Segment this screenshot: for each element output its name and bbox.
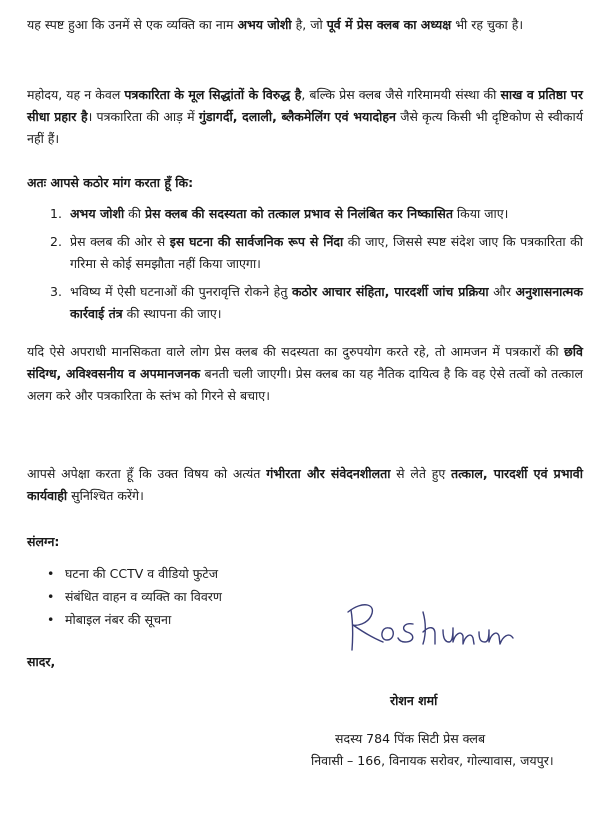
paragraph-objection bbox=[27, 84, 583, 150]
paragraph-identity bbox=[27, 14, 583, 36]
signer-membership: सदस्य 784 पिंक सिटी प्रेस क्लब bbox=[335, 731, 486, 746]
demand-heading: अतः आपसे कठोर मांग करता हूँ कि: bbox=[27, 175, 194, 190]
bullet-icon: • bbox=[47, 566, 55, 581]
bullet-icon: • bbox=[47, 612, 55, 627]
item-number: 3. bbox=[50, 284, 62, 299]
paragraph-text: महोदय, यह न केवल पत्रकारिता के मूल सिद्धांतों के विरुद्ध है, बल्कि प्रेस क्लब जैसे गरिमामयी संस्था की साख व प्रतिष्ठा पर सीधा प्रहार है। पत्रकारिता की आड़ में गुंडागर्दी, दलाली, ब्लैकमेलिंग एवं भयादोहन जैसे कृत्य किसी भी दृष्टिकोण से स्वीकार्य नहीं हैं। bbox=[27, 87, 583, 146]
bullet-icon: • bbox=[47, 589, 55, 604]
attachment-item: • संबंधित वाहन व व्यक्ति का विवरण bbox=[45, 586, 445, 609]
signer-address: निवासी – 166, विनायक सरोवर, गोल्यावास, जयपुर। bbox=[311, 753, 554, 768]
demand-item: 1. अभय जोशी की प्रेस क्लब की सदस्यता को तत्काल प्रभाव से निलंबित कर निष्कासित किया जाए। bbox=[50, 203, 583, 225]
paragraph-text: यदि ऐसे अपराधी मानसिकता वाले लोग प्रेस क्लब की सदस्यता का दुरुपयोग करते रहे, तो आमजन में पत्रकारों की छवि संदिग्ध, अविश्वसनीय व अपमानजनक बनती चली जाएगी। प्रेस क्लब का यह नैतिक दायित्व है कि वह ऐसे तत्वों को तत्काल अलग करे और पत्रकारिता के स्तंभ को गिरने से बचाए। bbox=[27, 344, 583, 403]
paragraph-text: आपसे अपेक्षा करता हूँ कि उक्त विषय को अत्यंत गंभीरता और संवेदनशीलता से लेते हुए तत्काल, पारदर्शी एवं प्रभावी कार्यवाही सुनिश्चित करेंगे। bbox=[27, 466, 583, 503]
attachment-item: • घटना की CCTV व वीडियो फुटेज bbox=[45, 563, 445, 586]
attachment-item: • मोबाइल नंबर की सूचना bbox=[45, 609, 445, 632]
demand-item: 2. प्रेस क्लब की ओर से इस घटना की सार्वजनिक रूप से निंदा की जाए, जिससे स्पष्ट संदेश जाए कि पत्रकारिता की गरिमा से कोई समझौता नहीं किया जाएगा। bbox=[50, 231, 583, 275]
attachments-heading: संलग्न: bbox=[27, 534, 60, 549]
handwritten-signature bbox=[343, 592, 518, 656]
paragraph-consequence bbox=[27, 341, 583, 407]
signer-name: रोशन शर्मा bbox=[390, 693, 438, 708]
demand-item: 3. भविष्य में ऐसी घटनाओं की पुनरावृत्ति रोकने हेतु कठोर आचार संहिता, पारदर्शी जांच प्रक्रिया और अनुशासनात्मक कार्रवाई तंत्र की स्थापना की जाए। bbox=[50, 281, 583, 325]
paragraph-expectation bbox=[27, 463, 583, 507]
paragraph-text: यह स्पष्ट हुआ कि उनमें से एक व्यक्ति का नाम अभय जोशी है, जो पूर्व में प्रेस क्लब का अध्यक्ष भी रह चुका है। bbox=[27, 17, 524, 32]
item-number: 1. bbox=[50, 206, 62, 221]
item-number: 2. bbox=[50, 234, 62, 249]
demand-list bbox=[50, 203, 583, 331]
closing-salutation: सादर, bbox=[27, 654, 56, 669]
